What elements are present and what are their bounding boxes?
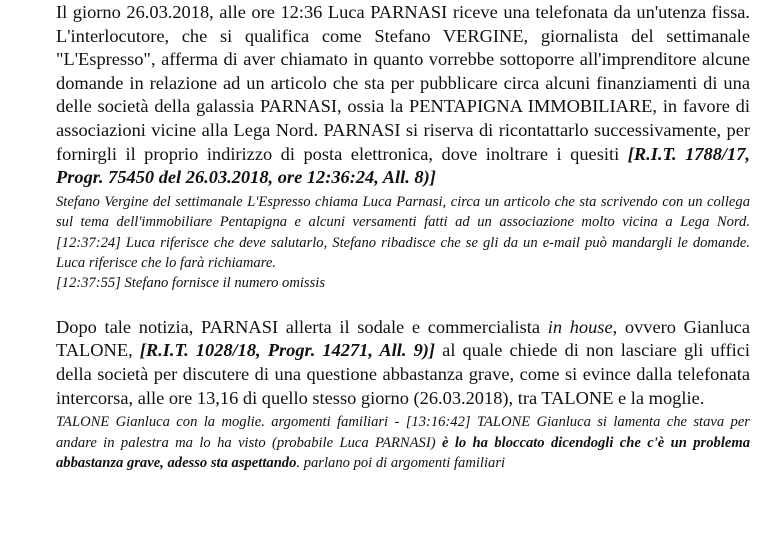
document-page (56, 0, 750, 473)
transcript-text: [12:37:55] Stefano fornisce il numero omissis (56, 275, 326, 292)
paragraph-parnasi-call (56, 1, 750, 190)
paragraph-spacer (56, 294, 750, 316)
transcript-excerpt (56, 273, 750, 293)
transcript-excerpt (56, 412, 750, 473)
paragraph-text: al quale chiede di non lasciare gli uffici della società per discutere di una questione abbastanza grave, come si evince dalla telefonata intercorsa, alle ore 13,16 di quello stesso giorno (26.03.2018), tra TALONE e la moglie. (56, 340, 750, 408)
wiretap-reference: [R.I.T. 1028/18, Progr. 14271, All. 9)] (139, 340, 436, 361)
paragraph-text: Dopo tale notizia, PARNASI allerta il sodale e commercialista (56, 316, 548, 337)
wiretap-reference: [R.I.T. 1788/17, Progr. 75450 del 26.03.2018, ore 12:36:24, All. 8)] (56, 143, 750, 188)
paragraph-text: , ovvero Gianluca TALONE, (56, 316, 751, 361)
transcript-emphasis: è lo ha bloccato dicendogli che c'è un problema abbastanza grave, adesso sta aspettando (56, 434, 750, 471)
transcript-text: Stefano Vergine del settimanale L'Espresso chiama Luca Parnasi, circa un articolo che sta scrivendo con un collega sul tema dell'immobiliare Pentapigna e alcuni versamenti fatti ad un associazione molto vicina a Lega Nord. [12:37:24] Luca riferisce che deve salutarlo, Stefano ribadisce che se gli da un e-mail può mandargli le domande. Luca riferisce che lo farà richiamare. (56, 193, 750, 271)
paragraph-text: Il giorno 26.03.2018, alle ore 12:36 Luca PARNASI riceve una telefonata da un'utenza fissa. L'interlocutore, che si qualifica come Stefano VERGINE, giornalista del settimanale "L'Espresso", afferma di aver chiamato in quanto vorrebbe sottoporre all'imprenditore alcune domande in relazione ad un articolo che sta per pubblicare circa alcuni finanziamenti di una delle società della galassia PARNASI, ossia la PENTAPIGNA IMMOBILIARE, in favore di associazioni vicine alla Lega Nord. PARNASI si riserva di ricontattarlo successivamente, per fornirgli il proprio indirizzo di posta elettronica, dove inoltrare i quesiti (56, 2, 750, 164)
transcript-excerpt (56, 192, 750, 274)
transcript-text: . parlano poi di argomenti familiari (296, 454, 506, 471)
paragraph-talone (56, 316, 750, 410)
transcript-text: TALONE Gianluca con la moglie. argomenti familiari - [13:16:42] TALONE Gianluca si lamenta che stava per andare in palestra ma lo ha visto (probabile Luca PARNASI) (56, 414, 750, 451)
italic-term: in house (547, 316, 613, 337)
